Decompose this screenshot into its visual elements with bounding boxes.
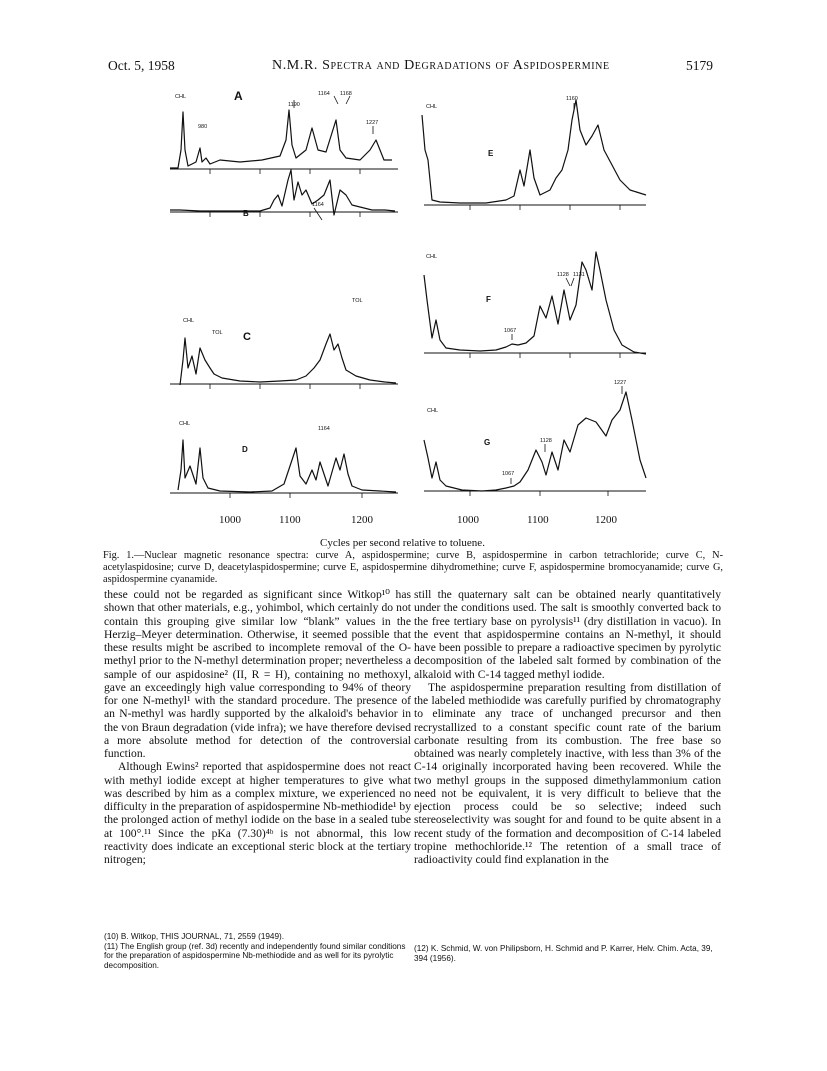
tick-right-1200: 1200: [595, 514, 617, 526]
figure-caption: Fig. 1.—Nuclear magnetic resonance spectra: curve A, aspidospermine; curve B, aspidospermine in carbon tetrachloride; curve C, N-acetylaspidosine; curve D, deacetylaspidospermine; curve E, aspidospermine dihydromethine; curve F, aspidospermine bromocyanamide; curve G, aspidospermine cyanamide.: [103, 550, 723, 585]
label-d-1164: 1164: [318, 426, 330, 432]
left-paragraph-1: these could not be regarded as significant since Witkop¹⁰ has shown that other materials, e.g., yohimbol, which certainly do not contain this grouping give similar low “blank” values in the Herzig–Meyer determination. Otherwise, it seemed possible that these results might be ascribed to incomplete removal of the O-methyl prior to the N-methyl determination proper; nevertheless a sample of our aspidosine² (II, R = H), containing no methoxyl, gave an exceedingly high value corresponding to 94% of theory for one N-methyl¹ with the standard procedure. The presence of an N-methyl was hardly supported by the alkaloid's behavior in the von Braun degradation (vide infra); we have therefore devised a more absolute method for detection of the controversial function.: [104, 588, 411, 760]
left-footnotes: [104, 932, 411, 970]
curve-letter-g: G: [484, 438, 491, 447]
footnote-10: (10) B. Witkop, THIS JOURNAL, 71, 2559 (1949).: [104, 932, 285, 941]
spectrum-curve-g: [424, 392, 646, 491]
label-a-1227: 1227: [366, 120, 379, 126]
curve-letter-a: A: [234, 89, 243, 103]
axis-label: Cycles per second relative to toluene.: [320, 537, 485, 549]
right-paragraph-1: still the quaternary salt can be obtained nearly quantitatively under the conditions used. The salt is smoothly converted back to the free tertiary base on pyrolysis¹¹ (dry distillation in vacuo). In the event that aspidospermine contains an N-methyl, it should have been possible to prepare a radioactive specimen by pyrolytic decomposition of the labeled salt formed by combination of the alkaloid with C-14 tagged methyl iodide.: [414, 588, 721, 681]
label-g-chl: CHL: [427, 408, 439, 414]
spectrum-curve-e: [422, 100, 646, 203]
label-e-1160: 1160: [566, 96, 578, 102]
label-e-chl: CHL: [426, 104, 438, 110]
label-d-chl: CHL: [179, 421, 191, 427]
tick-right-1000: 1000: [457, 514, 479, 526]
spectrum-curve-a: [170, 110, 392, 168]
tick-left-1200: 1200: [351, 514, 373, 526]
label-c-tol-2: TOL: [352, 298, 363, 304]
curve-letter-f: F: [486, 295, 491, 304]
tick-right-1100: 1100: [527, 514, 549, 526]
label-c-chl: CHL: [183, 318, 195, 324]
spectrum-curve-f: [424, 252, 646, 354]
right-column: [414, 588, 721, 866]
header-title: N.M.R. Spectra and Degradations of Aspidospermine: [272, 58, 610, 73]
label-g-1227: 1227: [614, 380, 627, 386]
spectrum-curve-d: [178, 440, 396, 492]
spectrum-curve-b: [170, 170, 395, 215]
tick-left-1100: 1100: [279, 514, 301, 526]
spectrum-curve-c: [180, 334, 396, 385]
curve-letter-b: B: [243, 209, 249, 218]
footnote-12: (12) K. Schmid, W. von Philipsborn, H. Schmid and P. Karrer, Helv. Chim. Acta, 39, 394 (1956).: [414, 944, 713, 963]
label-f-1067: 1067: [504, 328, 517, 334]
label-g-1128: 1128: [540, 438, 552, 444]
label-f-1128: 1128: [557, 272, 569, 278]
label-a-1168: 1168: [340, 91, 352, 97]
right-paragraph-2: The aspidospermine preparation resulting from distillation of the labeled methiodide was carefully purified by chromatography to eliminate any trace of unchanged precursor and then recrystallized to a constant specific count rate of the barium carbonate resulting from its combustion. The free base so obtained was nearly completely inactive, with less than 3% of the C-14 originally incorporated having been recovered. While the two methyl groups in the supposed dimethylammonium cation need not be equivalent, it is very difficult to believe that the ejection process could be so selective; indeed such stereoselectivity was sought for and found to be quite absent in a recent study of the formation and decomposition of C-14 labeled tropine methochloride.¹² The retention of a small trace of radioactivity could find explanation in the: [414, 680, 721, 866]
right-footnotes: [414, 944, 721, 963]
label-b-1164: 1164: [312, 202, 324, 208]
page-number: 5179: [686, 58, 713, 73]
curve-letter-c: C: [243, 331, 251, 343]
label-a-1190: 1190: [288, 102, 300, 108]
label-f-chl: CHL: [426, 254, 438, 260]
header-date: Oct. 5, 1958: [108, 58, 175, 73]
label-f-1131: 1131: [573, 272, 585, 278]
label-a-980: 980: [198, 124, 208, 130]
curve-letter-e: E: [488, 149, 494, 158]
label-g-1067: 1067: [502, 471, 515, 477]
label-a-1164: 1164: [318, 91, 330, 97]
curve-letter-d: D: [242, 445, 248, 454]
label-c-tol-1: TOL: [212, 330, 223, 336]
left-paragraph-2: Although Ewins² reported that aspidospermine does not react with methyl iodide except at higher temperatures to give what was described by him as a complex mixture, we experienced no difficulty in the preparation of aspidospermine Nb-methiodide¹ by the prolonged action of methyl iodide on the base in a sealed tube at 100°.¹¹ Since the pKa (7.30)⁴ᵇ is not abnormal, this low reactivity does indicate an exceptional steric block at the tertiary nitrogen;: [104, 760, 411, 866]
tick-left-1000: 1000: [219, 514, 241, 526]
footnote-11: (11) The English group (ref. 3d) recently and independently found similar conditions for the preparation of aspidospermine Nb-methiodide and as well for its pyrolytic decomposition.: [104, 941, 406, 970]
left-column: [104, 588, 411, 866]
label-a-chl: CHL: [175, 94, 187, 100]
